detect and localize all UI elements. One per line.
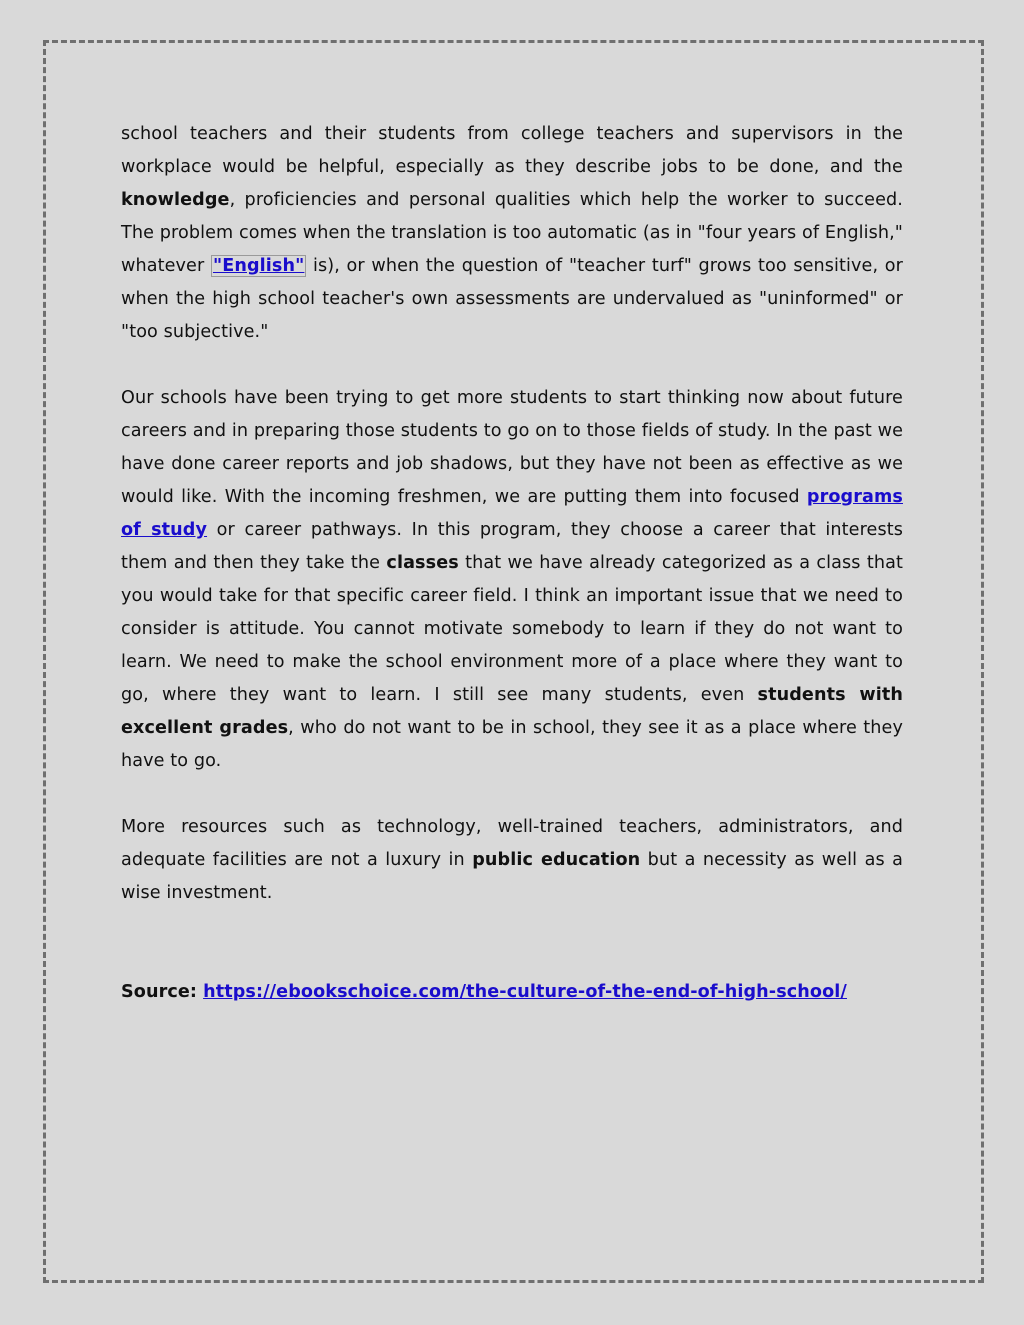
paragraph-2-text-1: Our schools have been trying to get more students to start thinking now about future careers and in preparing those students to go on to those fields of study. In the past we have done career reports and job shadows, but they have not been as effective as we would like. With the incoming freshmen, we are putting them into focused — [121, 388, 903, 507]
paragraph-1-text-3: is), or when the question of "teacher turf" grows too sensitive, or when the high school teacher's own assessments are undervalued as "uninformed" or "too subjective." — [121, 256, 903, 342]
bold-excellent-grades: students with excellent grades — [121, 685, 903, 738]
paragraph-spacer — [121, 349, 903, 382]
paragraph-2 — [121, 382, 903, 778]
source-line — [121, 976, 903, 1009]
paragraph-3-text-2: but a necessity as well as a wise investment. — [121, 850, 904, 903]
paragraph-1-text-1: school teachers and their students from college teachers and supervisors in the workplace would be helpful, especially as they describe jobs to be done, and the — [121, 124, 903, 177]
paragraph-1-text-2: , proficiencies and personal qualities which help the worker to succeed. The problem comes when the translation is too automatic (as in "four years of English," whatever — [121, 190, 903, 276]
source-url-link[interactable]: https://ebookschoice.com/the-culture-of-the-end-of-high-school/ — [203, 982, 847, 1002]
paragraph-2-text-4: , who do not want to be in school, they see it as a place where they have to go. — [121, 718, 903, 771]
paragraph-2-text-2: or career pathways. In this program, they choose a career that interests them and then they take the — [121, 520, 903, 573]
document-body — [121, 118, 903, 1009]
paragraph-2-text-3: that we have already categorized as a class that you would take for that specific career field. I think an important issue that we need to consider is attitude. You cannot motivate somebody to learn if they do not want to learn. We need to make the school environment more of a place where they want to go, where they want to learn. I still see many students, even — [121, 553, 903, 705]
source-label: Source: — [121, 982, 198, 1002]
paragraph-3-text-1: More resources such as technology, well-trained teachers, administrators, and adequate facilities are not a luxury in — [121, 817, 903, 870]
paragraph-spacer — [121, 778, 903, 811]
programs-of-study-link[interactable]: programs of study — [121, 487, 903, 540]
bold-knowledge: knowledge — [121, 190, 230, 210]
paragraph-1 — [121, 118, 903, 349]
paragraph-3 — [121, 811, 903, 910]
english-link[interactable]: "English" — [212, 256, 305, 276]
bold-classes: classes — [386, 553, 459, 573]
bold-public-education: public education — [472, 850, 641, 870]
